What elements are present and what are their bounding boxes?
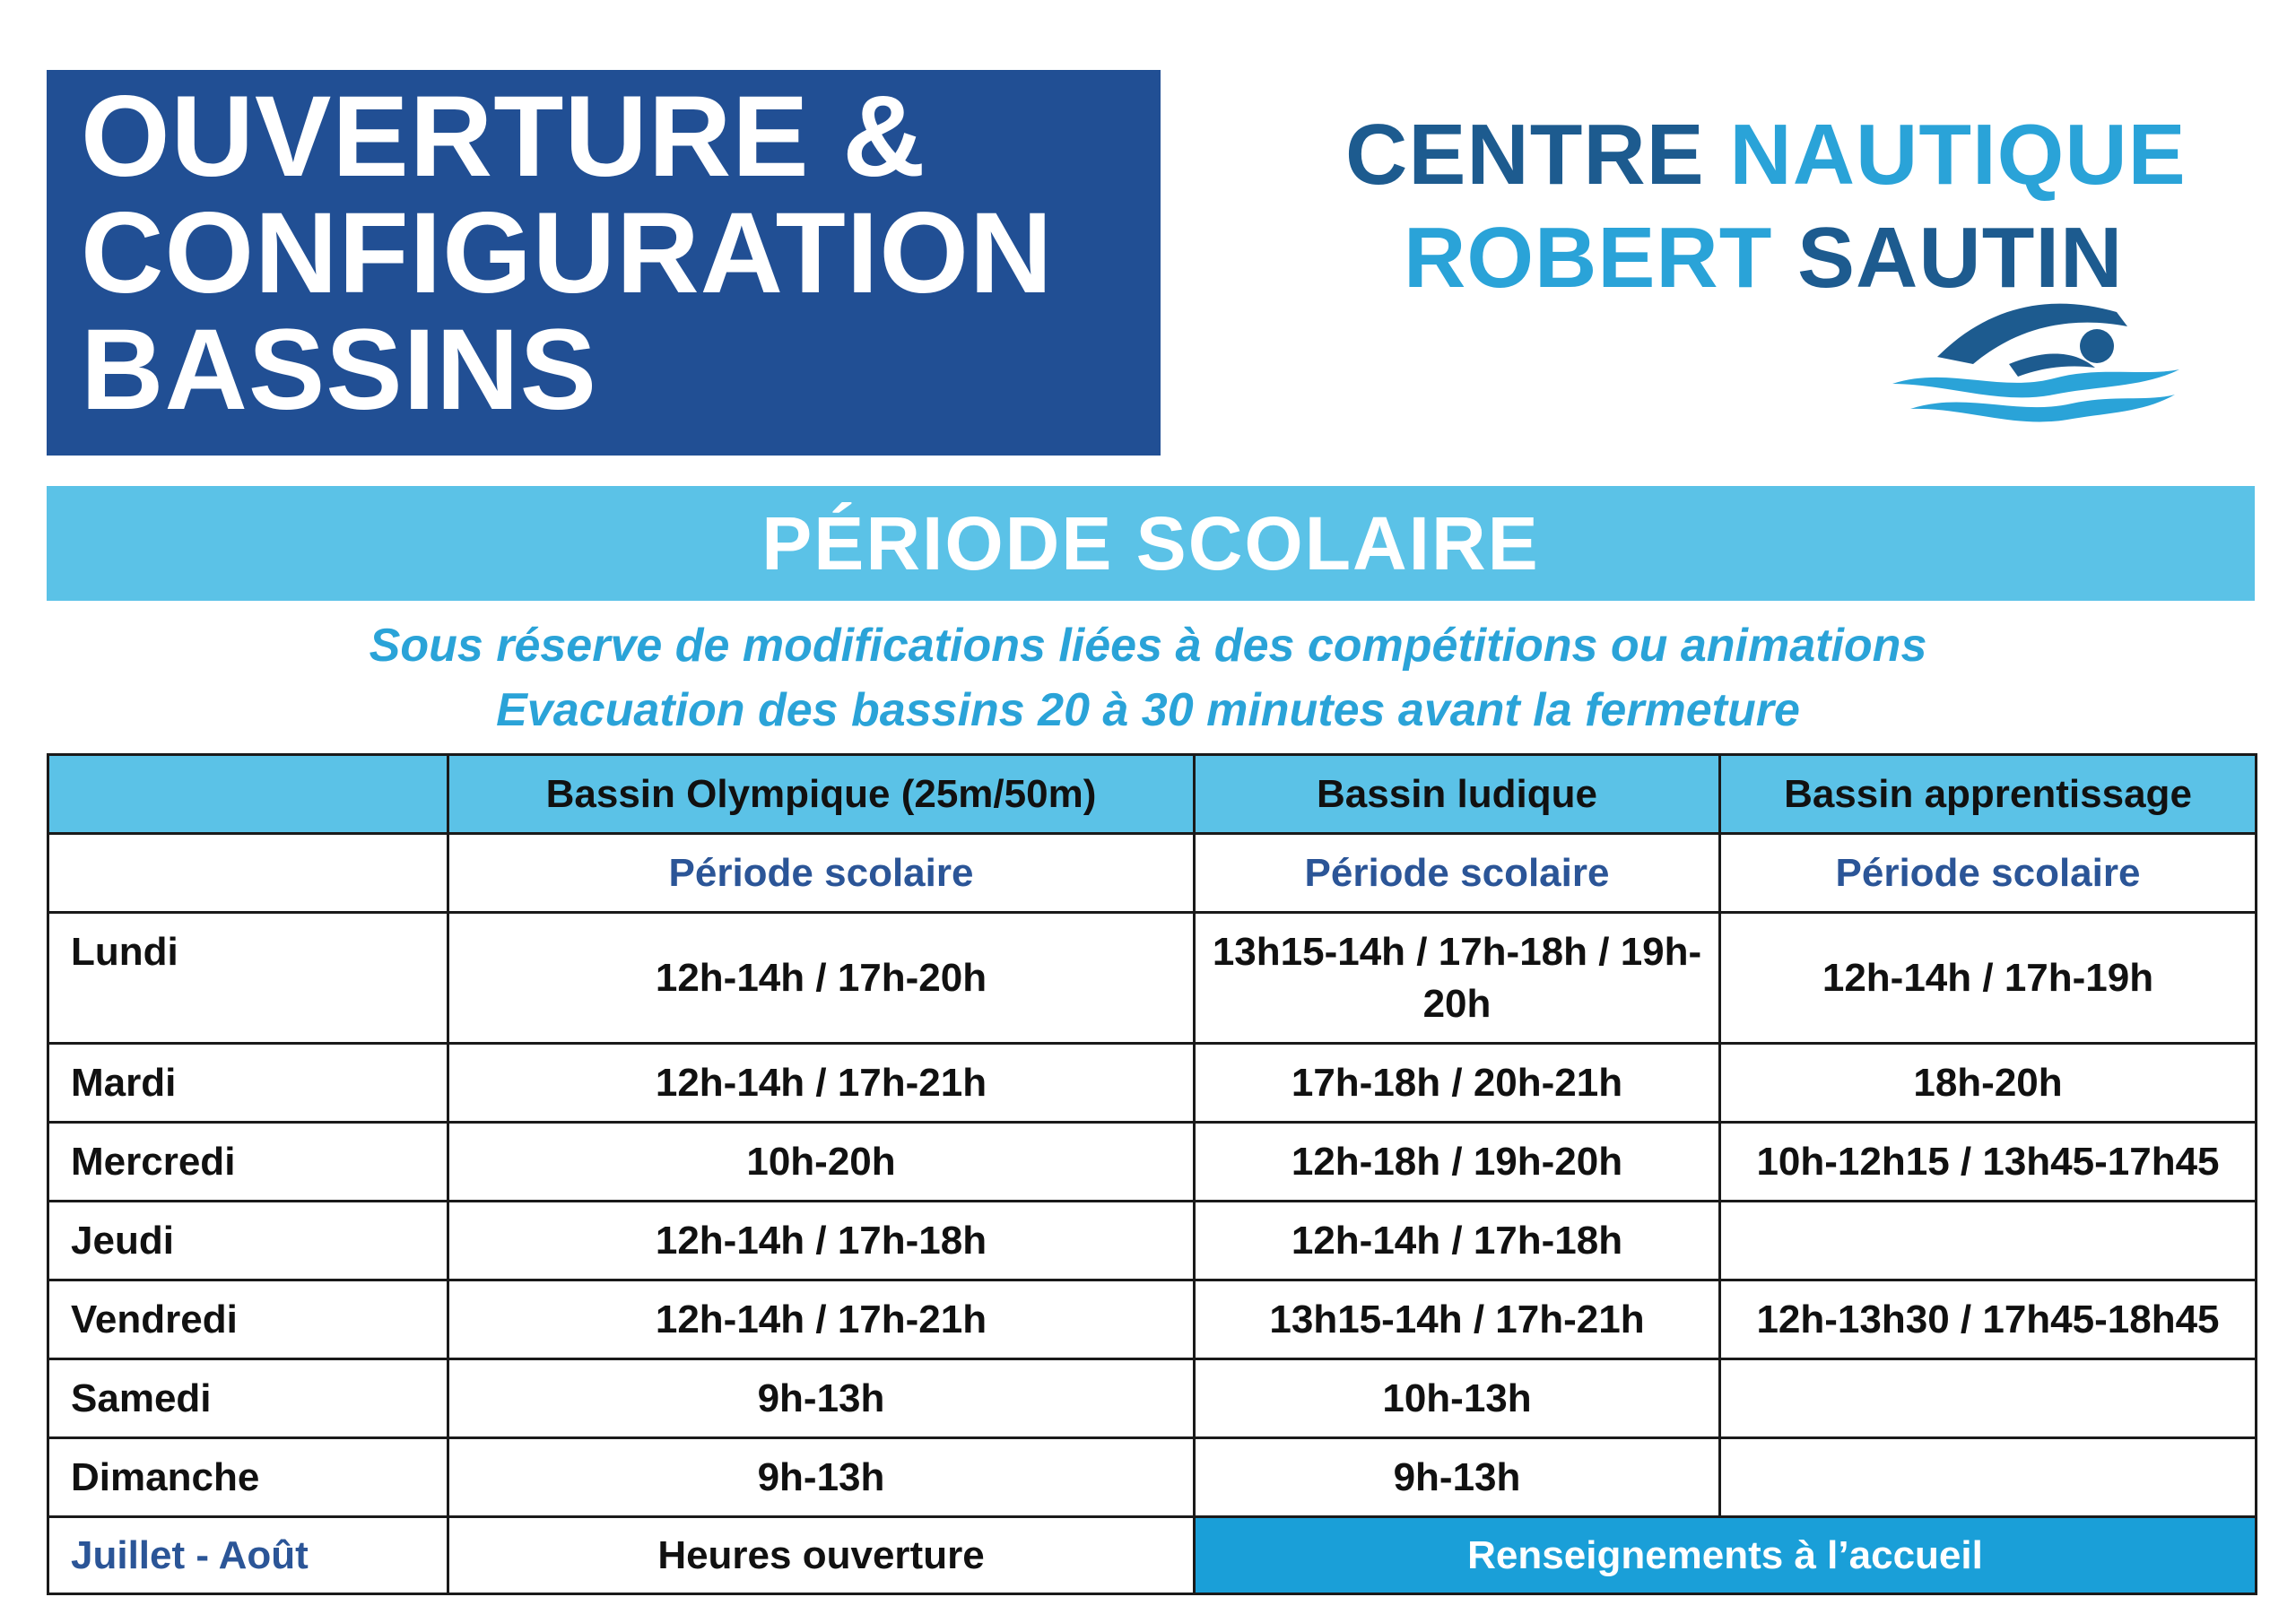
olympique-cell: 9h-13h [448, 1438, 1195, 1517]
ludique-cell: 13h15-14h / 17h-21h [1195, 1280, 1720, 1359]
day-cell: Mardi [48, 1044, 448, 1123]
day-cell: Mercredi [48, 1123, 448, 1202]
periode-scolaire-band [47, 486, 2255, 601]
table-header-row [48, 755, 2257, 834]
subheader-cell-empty [48, 834, 448, 913]
note-evacuation: Evacuation des bassins 20 à 30 minutes avant la fermeture [496, 684, 1800, 736]
day-cell: Samedi [48, 1359, 448, 1438]
apprentissage-cell [1720, 1202, 2257, 1280]
summer-row [48, 1517, 2257, 1594]
header-apprentissage: Bassin apprentissage [1720, 755, 2257, 834]
title-line-1: OUVERTURE & [81, 73, 926, 201]
table-row [48, 1044, 2257, 1123]
apprentissage-cell: 10h-12h15 / 13h45-17h45 [1720, 1123, 2257, 1202]
header-olympique: Bassin Olympique (25m/50m) [448, 755, 1195, 834]
title-box [47, 70, 1161, 456]
ludique-cell: 12h-14h / 17h-18h [1195, 1202, 1720, 1280]
olympique-cell: 9h-13h [448, 1359, 1195, 1438]
day-cell: Dimanche [48, 1438, 448, 1517]
band-label: PÉRIODE SCOLAIRE [761, 500, 1540, 586]
day-cell: Lundi [48, 913, 448, 1044]
table-row [48, 1202, 2257, 1280]
logo-word-sautin: SAUTIN [1797, 210, 2124, 306]
note-reserve: Sous réserve de modifications liées à des compétitions ou animations [369, 620, 1927, 672]
table-row [48, 1359, 2257, 1438]
apprentissage-cell [1720, 1359, 2257, 1438]
apprentissage-cell [1720, 1438, 2257, 1517]
logo-word-robert: ROBERT [1404, 210, 1773, 306]
logo-line-1 [1345, 106, 2187, 204]
table-row [48, 913, 2257, 1044]
subheader-olympique: Période scolaire [448, 834, 1195, 913]
subheader-ludique: Période scolaire [1195, 834, 1720, 913]
header-cell-empty [48, 755, 448, 834]
renseignements-cell: Renseignements à l’accueil [1195, 1517, 2257, 1594]
day-cell: Jeudi [48, 1202, 448, 1280]
olympique-cell: 12h-14h / 17h-18h [448, 1202, 1195, 1280]
olympique-cell: 10h-20h [448, 1123, 1195, 1202]
table-subheader-row [48, 834, 2257, 913]
olympique-cell: 12h-14h / 17h-21h [448, 1044, 1195, 1123]
schedule-table [47, 753, 2257, 1595]
table-row [48, 1123, 2257, 1202]
summer-olympique-cell: Heures ouverture [448, 1517, 1195, 1594]
title-line-3: BASSINS [81, 306, 597, 434]
apprentissage-cell: 12h-14h / 17h-19h [1720, 913, 2257, 1044]
table-row [48, 1280, 2257, 1359]
ludique-cell: 12h-18h / 19h-20h [1195, 1123, 1720, 1202]
ludique-cell: 10h-13h [1195, 1359, 1720, 1438]
title-line-2: CONFIGURATION [81, 189, 1054, 317]
subheader-apprentissage: Période scolaire [1720, 834, 2257, 913]
apprentissage-cell: 12h-13h30 / 17h45-18h45 [1720, 1280, 2257, 1359]
apprentissage-cell: 18h-20h [1720, 1044, 2257, 1123]
centre-nautique-logo [1345, 106, 2206, 429]
header-ludique: Bassin ludique [1195, 755, 1720, 834]
olympique-cell: 12h-14h / 17h-20h [448, 913, 1195, 1044]
olympique-cell: 12h-14h / 17h-21h [448, 1280, 1195, 1359]
table-row [48, 1438, 2257, 1517]
ludique-cell: 9h-13h [1195, 1438, 1720, 1517]
swimmer-icon [1883, 294, 2188, 429]
logo-line-2 [1404, 209, 2123, 308]
ludique-cell: 13h15-14h / 17h-18h / 19h-20h [1195, 913, 1720, 1044]
logo-word-centre: CENTRE [1345, 107, 1705, 203]
summer-day-cell: Juillet - Août [48, 1517, 448, 1594]
logo-word-nautique: NAUTIQUE [1729, 107, 2187, 203]
day-cell: Vendredi [48, 1280, 448, 1359]
ludique-cell: 17h-18h / 20h-21h [1195, 1044, 1720, 1123]
